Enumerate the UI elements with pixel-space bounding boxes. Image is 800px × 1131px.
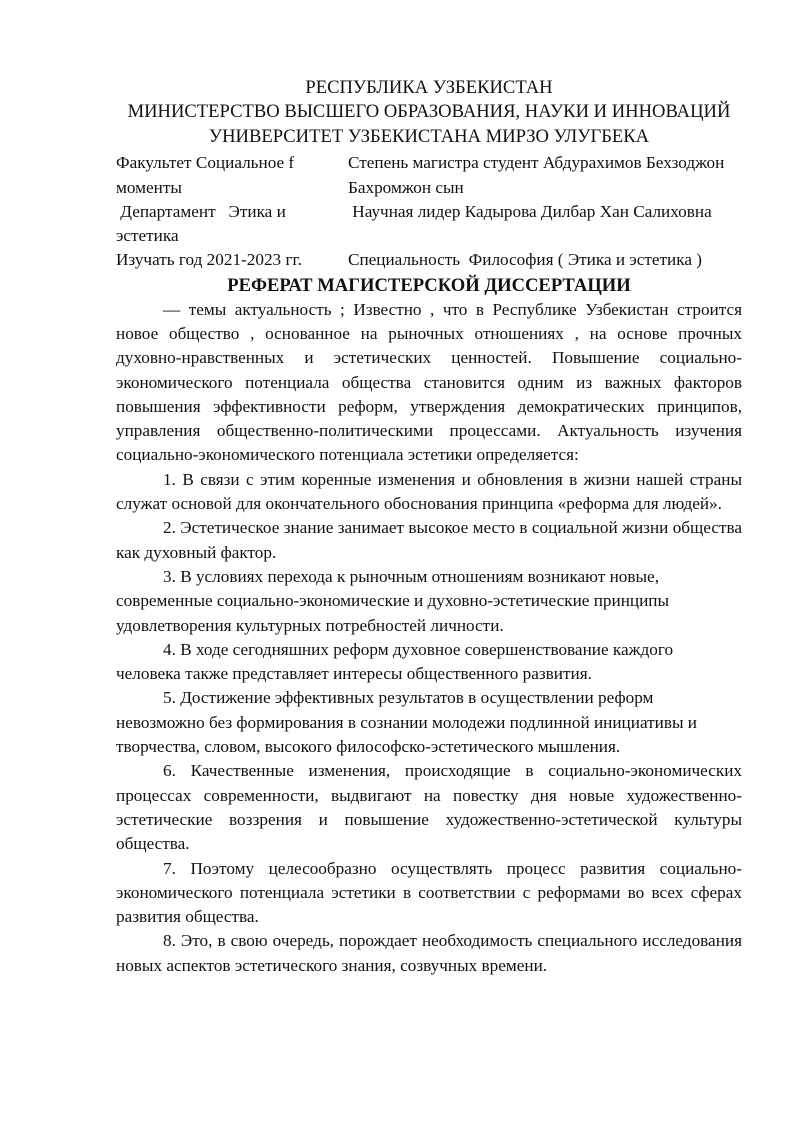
paragraph-item-3: 3. В условиях перехода к рыночным отношениям возникают новые, современные социально-экономические и духовно-эстетические принципы удовлетворения культурных потребностей личности. — [116, 566, 670, 635]
info-specialty: Специальность Философия ( Этика и эстетика ) — [348, 250, 702, 270]
info-faculty: Факультет Социальное f моменты — [116, 153, 295, 197]
info-degree: Степень магистра студент Абдурахимов Бехзоджон Бахромжон сын — [348, 153, 725, 197]
paragraph-relevance: — темы актуальность ; Известно , что в Республике Узбекистан строится новое общество , основанное на рыночных отношениях , на основе прочных духовно-нравственных и эстетических ценностей. Повышение социально-экономического потенциала общества становится одним из важных факторов повышения эффективности реформ, утверждения демократических принципов, управления общественно-политическими процессами. Актуальность изучения социально-экономического потенциала эстетики определяется: — [116, 299, 742, 465]
header-university: УНИВЕРСИТЕТ УЗБЕКИСТАНА МИРЗО УЛУГБЕКА — [208, 125, 650, 147]
paragraph-item-4: 4. В ходе сегодняшних реформ духовное совершенствование каждого человека также представляет интересы общественного развития. — [116, 639, 674, 684]
info-table — [116, 151, 742, 272]
paragraph-item-7: 7. Поэтому целесообразно осуществлять процесс развития социально-экономического потенциала эстетики в соответствии с реформами во всех сферах развития общества. — [116, 858, 742, 927]
document-title: РЕФЕРАТ МАГИСТЕРСКОЙ ДИССЕРТАЦИИ — [227, 274, 631, 296]
info-study-years: Изучать год 2021-2023 гг. — [116, 250, 302, 270]
header-ministry: МИНИСТЕРСТВО ВЫСШЕГО ОБРАЗОВАНИЯ, НАУКИ И ИННОВАЦИЙ — [127, 101, 731, 123]
info-supervisor: Научная лидер Кадырова Дилбар Хан Салиховна — [348, 201, 712, 221]
paragraph-item-1: 1. В связи с этим коренные изменения и обновления в жизни нашей страны служат основой для окончательного обоснования принципа «реформа для людей». — [116, 469, 742, 514]
info-department: Департамент Этика и эстетика — [116, 201, 291, 246]
paragraph-item-2: 2. Эстетическое знание занимает высокое место в социальной жизни общества как духовный фактор. — [116, 518, 742, 562]
paragraph-item-8: 8. Это, в свою очередь, порождает необходимость специального исследования новых аспектов эстетического знания, созвучных времени. — [116, 931, 742, 975]
header-republic: РЕСПУБЛИКА УЗБЕКИСТАН — [305, 77, 553, 98]
paragraph-item-5: 5. Достижение эффективных результатов в осуществлении реформ невозможно без формирования в сознании молодежи подлинной инициативы и творчества, словом, высокого философско-эстетического мышления. — [116, 688, 697, 757]
paragraph-item-6: 6. Качественные изменения, происходящие в социально-экономических процессах современности, выдвигают на повестку дня новые художественно-эстетические воззрения и повышение художественно-эстетической культуры общества. — [116, 761, 742, 854]
document-page — [116, 76, 742, 978]
